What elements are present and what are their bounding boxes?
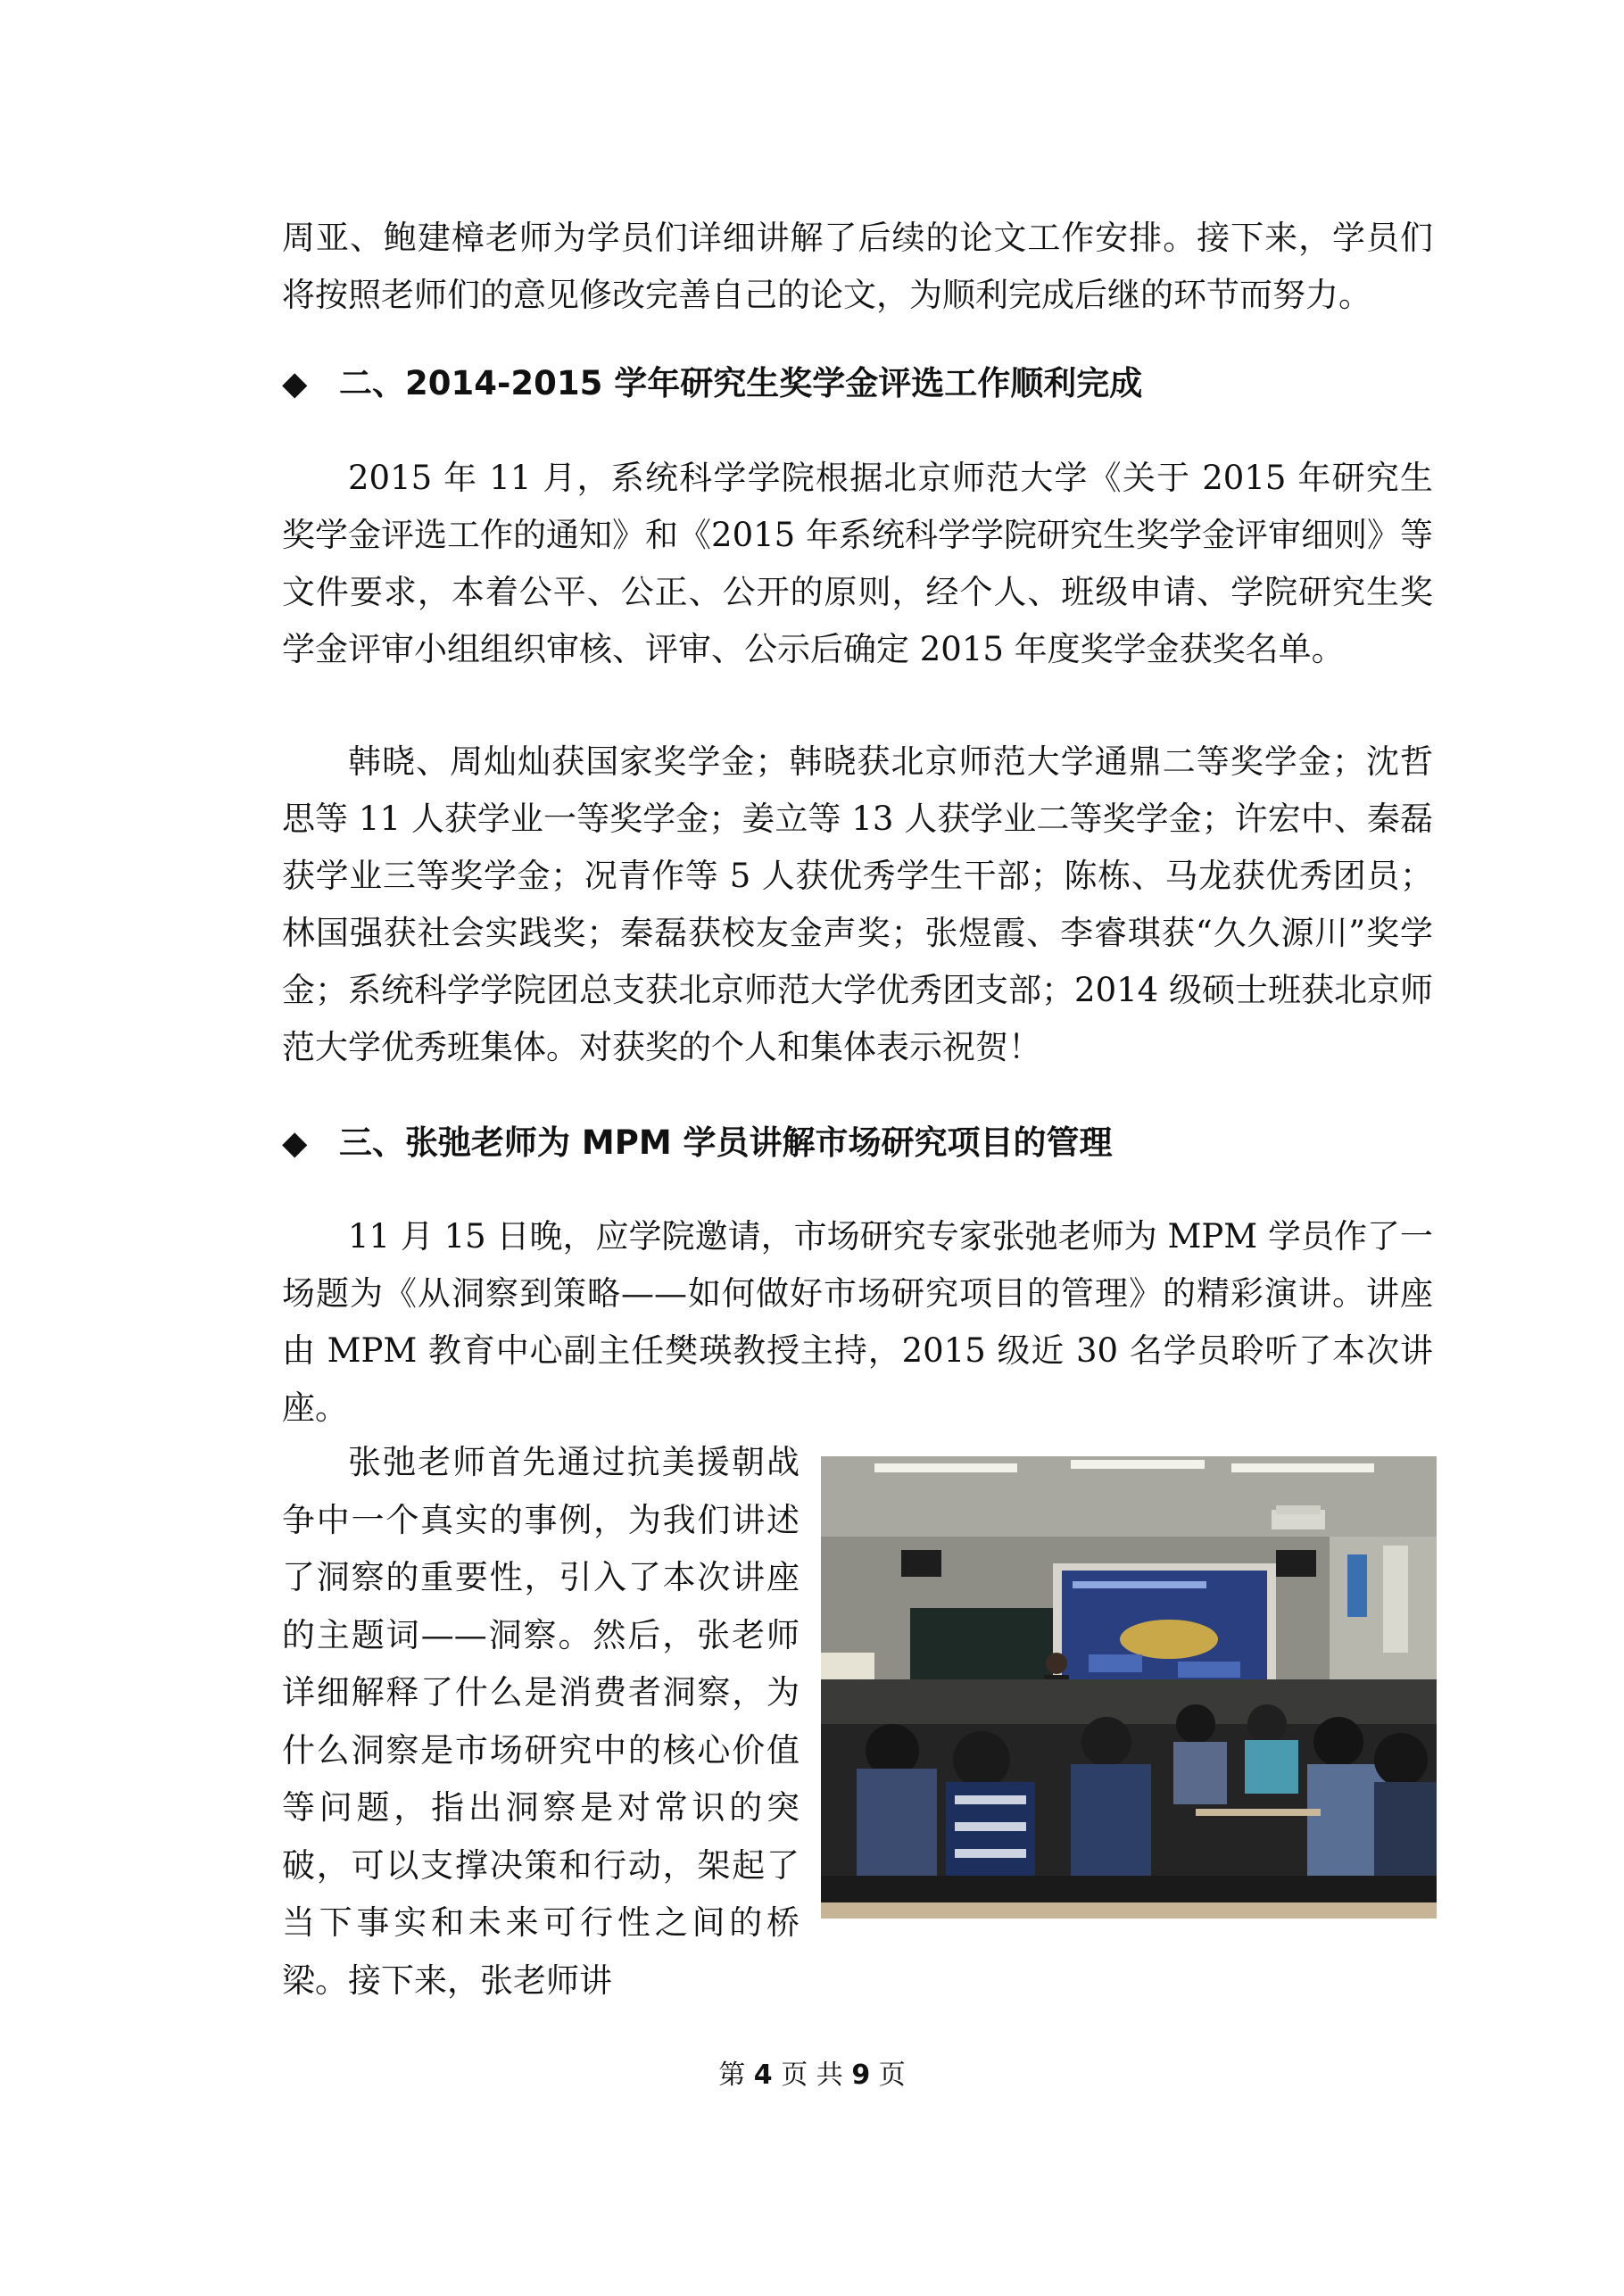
page-label-suffix: 页 (878, 2060, 906, 2091)
diamond-bullet-icon: ◆ (282, 364, 308, 402)
page-footer (0, 2058, 1624, 2093)
page-label-prefix: 第 (718, 2060, 746, 2091)
page-label-mid: 页 共 (781, 2060, 843, 2091)
paragraph-lecture-intro: 11 月 15 日晚，应学院邀请，市场研究专家张弛老师为 MPM 学员作了一场题为《从洞察到策略——如何做好市场研究项目的管理》的精彩演讲。讲座由 MPM 教育中心副主任樊瑛教授主持，2015 级近 30 名学员聆听了本次讲座。 (282, 1217, 1433, 1427)
section-title-lecture: 三、张弛老师为 MPM 学员讲解市场研究项目的管理 (339, 1123, 1113, 1162)
lecture-classroom-photo (821, 1456, 1437, 1919)
total-pages: 9 (851, 2060, 871, 2091)
paragraph-scholarship-winners: 韩晓、周灿灿获国家奖学金；韩晓获北京师范大学通鼎二等奖学金；沈哲思等 11 人获学业一等奖学金；姜立等 13 人获学业二等奖学金；许宏中、秦磊获学业三等奖学金；况青作等 5 人获优秀学生干部；陈栋、马龙获优秀团员；林国强获社会实践奖；秦磊获校友金声奖；张煜霞、李睿琪获“久久源川”奖学金；系统科学学院团总支获北京师范大学优秀团支部；2014 级硕士班获北京师范大学优秀班集体。对获奖的个人和集体表示祝贺！ (282, 742, 1433, 1066)
paragraph-scholarship-process: 2015 年 11 月，系统科学学院根据北京师范大学《关于 2015 年研究生奖学金评选工作的通知》和《2015 年系统科学学院研究生奖学金评审细则》等文件要求，本着公平、公正、公开的原则，经个人、班级申请、学院研究生奖学金评审小组组织审核、评审、公示后确定 2015 年度奖学金获奖名单。 (282, 459, 1433, 668)
diamond-bullet-icon: ◆ (282, 1123, 308, 1162)
page-number: 4 (753, 2060, 773, 2091)
paragraph-lecture-content: 张弛老师首先通过抗美援朝战争中一个真实的事例，为我们讲述了洞察的重要性，引入了本次讲座的主题词——洞察。然后，张老师详细解释了什么是消费者洞察，为什么洞察是市场研究中的核心价值等问题，指出洞察是对常识的突破，可以支撑决策和行动，架起了当下事实和未来可行性之间的桥梁。接下来，张老师讲 (282, 1443, 800, 2000)
section-heading-scholarship (282, 355, 1433, 412)
paragraph-thesis-arrangement: 周亚、鲍建樟老师为学员们详细讲解了后续的论文工作安排。接下来，学员们将按照老师们的意见修改完善自己的论文，为顺利完成后继的环节而努力。 (282, 219, 1433, 314)
section-heading-lecture (282, 1115, 1433, 1172)
section-title-scholarship: 二、2014-2015 学年研究生奖学金评选工作顺利完成 (339, 364, 1143, 402)
